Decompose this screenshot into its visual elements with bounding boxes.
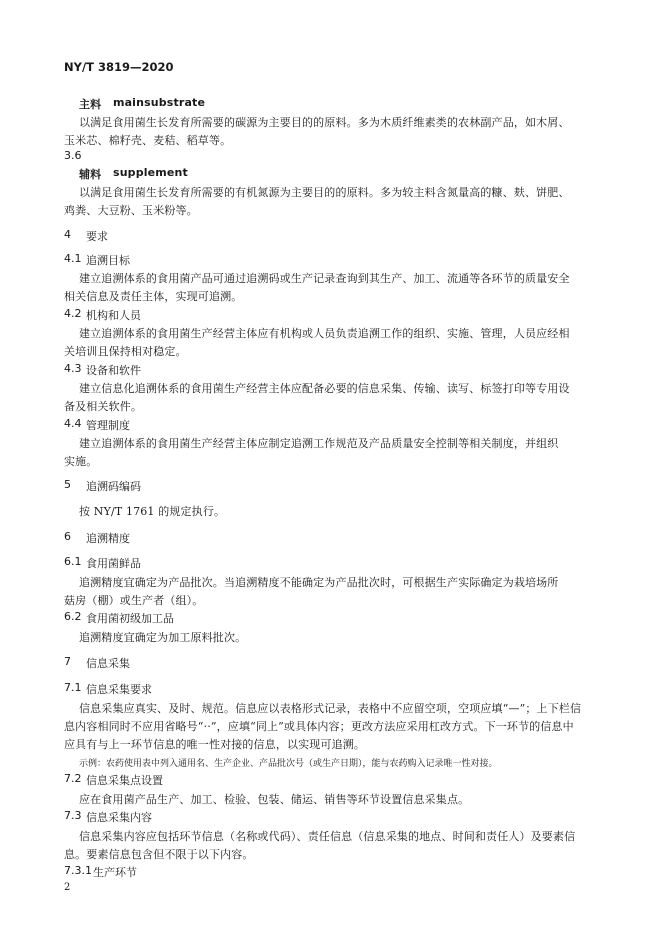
- subsection-number: 4.4: [64, 417, 82, 430]
- subsection-title: 信息采集内容: [86, 811, 152, 824]
- subsection-title: 食用菌鲜品: [86, 557, 141, 570]
- term-definition-line: 以满足食用菌生长发育所需要的有机氮源为主要目的的原料。多为较主料含氮量高的糠、麸、饼肥、: [79, 186, 570, 199]
- term-title-zh: 辅料: [79, 168, 102, 181]
- term-definition-line: 鸡粪、大豆粉、玉米粉等。: [64, 204, 198, 217]
- page-number: 2: [64, 882, 71, 893]
- subsection-number: 7.1: [64, 681, 82, 694]
- term-definition-line: 以满足食用菌生长发育所需要的碳源为主要目的的原料。多为木质纤维素类的农林副产品，如木屑、: [79, 116, 570, 129]
- subsection-number: 4.1: [64, 252, 82, 265]
- paragraph-line: 实施。: [64, 455, 98, 468]
- subsection-number: 6.2: [64, 610, 82, 623]
- section-number: 6: [64, 530, 71, 543]
- paragraph-line: 追溯精度宜确定为加工原料批次。: [79, 631, 247, 644]
- section-number: 4: [64, 228, 71, 241]
- paragraph-line: 建立信息化追溯体系的食用菌生产经营主体应配备必要的信息采集、传输、读写、标签打印等专用设: [79, 382, 570, 395]
- subsection-number: 4.2: [64, 307, 82, 320]
- term-definition-line: 玉米芯、棉籽壳、麦秸、稻草等。: [64, 134, 232, 147]
- subsection-title: 追溯目标: [86, 254, 130, 267]
- term-title-zh: 主料: [79, 98, 102, 111]
- section-title: 追溯精度: [86, 532, 130, 545]
- paragraph-line: 信息采集应真实、及时、规范。信息应以表格形式记录，表格中不应留空项，空项应填“—”；上下栏信: [79, 702, 582, 715]
- paragraph-line: 建立追溯体系的食用菌生产经营主体应制定追溯工作规范及产品质量安全控制等相关制度，并组织: [79, 437, 559, 450]
- paragraph-line: 备及相关软件。: [64, 400, 143, 413]
- section-number: 7: [64, 655, 71, 668]
- subsection-title: 食用菌初级加工品: [86, 612, 174, 625]
- subsection-title: 信息采集点设置: [86, 774, 163, 787]
- paragraph-line: 建立追溯体系的食用菌生产经营主体应有机构或人员负责追溯工作的组织、实施、管理，人员应经相: [79, 327, 570, 340]
- paragraph-line: 追溯精度宜确定为产品批次。当追溯精度不能确定为产品批次时，可根据生产实际确定为栽培场所: [79, 576, 559, 589]
- section-title: 追溯码编码: [86, 480, 141, 493]
- section-number: 5: [64, 478, 71, 491]
- paragraph-line: 关培训且保持相对稳定。: [64, 345, 187, 358]
- paragraph-line: 菇房（棚）或生产者（组）。: [64, 594, 204, 607]
- term-number: 3.6: [64, 149, 82, 162]
- paragraph-line: 应在食用菌产品生产、加工、检验、包装、储运、销售等环节设置信息采集点。: [79, 793, 470, 806]
- paragraph-line: 建立追溯体系的食用菌产品可通过追溯码或生产记录查询到其生产、加工、流通等各环节的质量安全: [79, 272, 570, 285]
- subsection-title: 管理制度: [86, 419, 130, 432]
- paragraph-line: 信息采集内容应包括环节信息（名称或代码）、责任信息（信息采集的地点、时间和责任人）及要素信: [79, 830, 576, 843]
- example-note: 示例：农药使用表中列入通用名、生产企业、产品批次号（或生产日期），能与农药购入记录唯一性对接。: [79, 759, 498, 769]
- term-title-en: supplement: [113, 166, 188, 179]
- subsubsection-title: 生产环节: [93, 866, 137, 879]
- standard-code: NY/T 3819—2020: [64, 60, 174, 74]
- paragraph-line: 息。要素信息包含但不限于以下内容。: [64, 848, 254, 861]
- subsection-number: 4.3: [64, 362, 82, 375]
- subsection-number: 7.3: [64, 809, 82, 822]
- subsection-title: 设备和软件: [86, 364, 141, 377]
- term-title-en: mainsubstrate: [113, 96, 206, 109]
- section-title: 信息采集: [86, 657, 130, 670]
- paragraph-line: 按 NY/T 1761 的规定执行。: [79, 505, 226, 518]
- subsubsection-number: 7.3.1: [64, 864, 92, 877]
- paragraph-line: 息内容相同时不应用省略号“··”，应填“同上”或具体内容；更改方法应采用杠改方式。下一环节的信息中: [64, 720, 574, 733]
- subsection-number: 7.2: [64, 772, 82, 785]
- subsection-title: 机构和人员: [86, 309, 141, 322]
- paragraph-line: 相关信息及责任主体，实现可追溯。: [64, 290, 243, 303]
- section-title: 要求: [86, 230, 108, 243]
- subsection-title: 信息采集要求: [86, 683, 152, 696]
- subsection-number: 6.1: [64, 555, 82, 568]
- paragraph-line: 应具有与上一环节信息的唯一性对接的信息，以实现可追溯。: [64, 738, 366, 751]
